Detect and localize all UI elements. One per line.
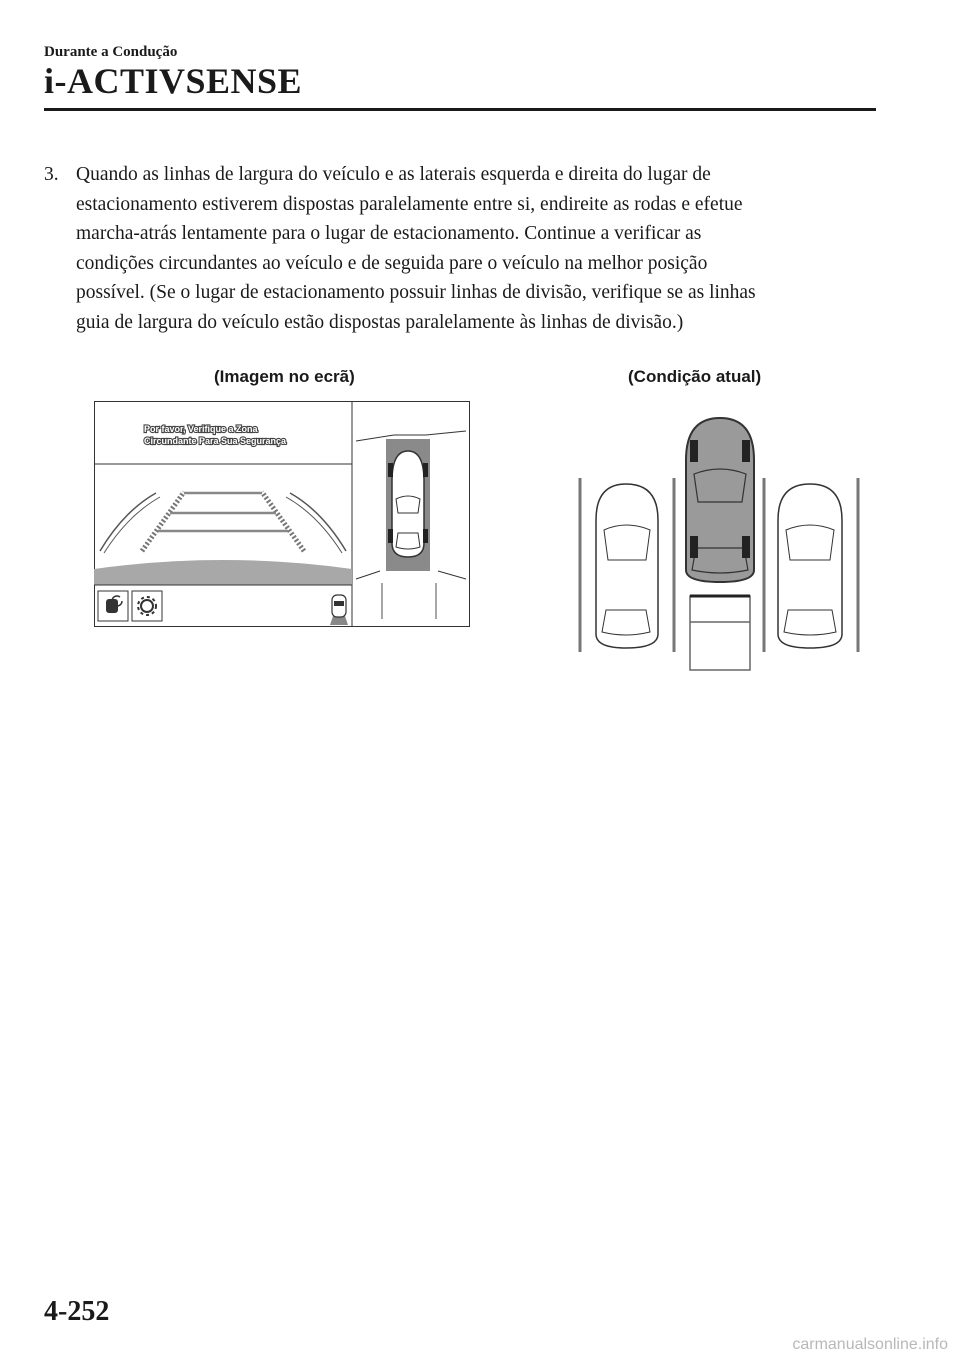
step-line: Quando as linhas de largura do veículo e as laterais esquerda e direita do lugar de	[76, 164, 711, 185]
parking-car-center	[686, 418, 754, 582]
watermark: carmanualsonline.info	[792, 1336, 948, 1353]
parked-car-left	[596, 484, 658, 648]
caption-actual-condition: (Condição atual)	[628, 367, 762, 386]
step-line: possível. (Se o lugar de estacionamento possuir linhas de divisão, verifique se as linhas	[76, 282, 756, 303]
section-label: Durante a Condução	[44, 44, 178, 60]
caption-screen-image: (Imagem no ecrã)	[214, 367, 355, 386]
step-line: marcha-atrás lentamente para o lugar de estacionamento. Continue a verificar as	[76, 223, 702, 244]
step-line: estacionamento estiverem dispostas paralelamente entre si, endireite as rodas e efetue	[76, 193, 743, 215]
settings-icon[interactable]	[132, 591, 162, 621]
step-number: 3.	[44, 164, 59, 185]
step-line: condições circundantes ao veículo e de seguida pare o veículo na melhor posição	[76, 252, 708, 274]
warning-text-line2: Circundante Para Sua Segurança	[144, 436, 287, 446]
section-title: i-ACTIVSENSE	[44, 61, 303, 101]
top-view-car	[388, 451, 428, 557]
warning-text-line1: Por favor, Verifique a Zona	[144, 424, 258, 434]
car-sensor-icon	[330, 595, 348, 625]
step-3	[44, 160, 864, 337]
page-number: 4-252	[44, 1296, 110, 1327]
screen-image-illustration	[94, 401, 470, 627]
step-line: guia de largura do veículo estão dispostas paralelamente às linhas de divisão.)	[76, 311, 684, 333]
step-text	[76, 160, 864, 337]
parked-car-right	[778, 484, 842, 648]
title-rule	[44, 108, 876, 111]
actual-condition-illustration	[574, 410, 864, 672]
